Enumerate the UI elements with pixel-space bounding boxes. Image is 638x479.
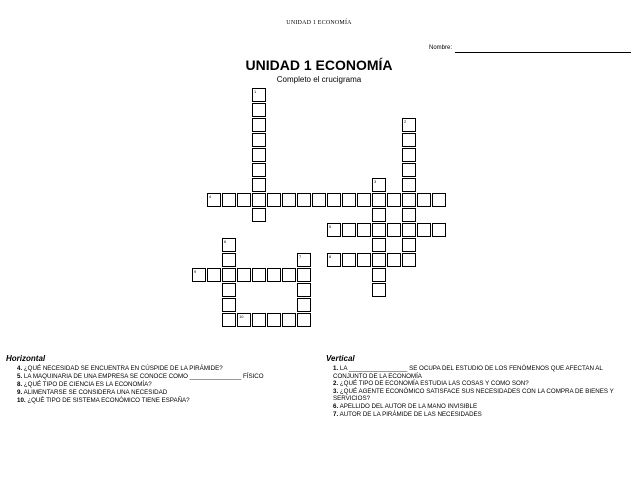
horizontal-heading: Horizontal [6,354,46,363]
crossword-cell[interactable] [342,193,356,207]
crossword-cell[interactable] [357,253,371,267]
clue-h9: 9. ALIMENTARSE SE CONSIDERA UNA NECESIDAD [17,389,168,396]
vertical-heading: Vertical [326,354,355,363]
clue-number: 5 [329,224,332,229]
crossword-cell[interactable] [402,208,416,222]
crossword-cell[interactable] [222,283,236,297]
crossword-cell[interactable] [357,193,371,207]
clue-number: 7 [299,254,302,259]
crossword-cell[interactable] [327,253,341,267]
crossword-cell[interactable] [402,133,416,147]
crossword-cell[interactable] [222,253,236,267]
clue-number: 2 [404,119,407,124]
crossword-cell[interactable] [252,88,266,102]
name-label: Nombre: [429,45,453,51]
crossword-cell[interactable] [207,193,221,207]
crossword-cell[interactable] [312,193,326,207]
clue-number: 10 [239,314,244,319]
crossword-cell[interactable] [252,133,266,147]
clue-v7: 7. AUTOR DE LA PIRÁMIDE DE LAS NECESIDADES [333,410,482,418]
crossword-cell[interactable] [267,268,281,282]
clue-v3: 3. ¿QUÉ AGENTE ECONÓMICO SATISFACE SUS NECESIDADES CON LA COMPRA DE BIENES Y SERVICIOS? [333,387,614,403]
crossword-cell[interactable] [402,193,416,207]
crossword-cell[interactable] [282,313,296,327]
crossword-cell[interactable] [222,193,236,207]
crossword-cell[interactable] [252,313,266,327]
clue-number: 8 [329,254,332,259]
crossword-cell[interactable] [432,193,446,207]
crossword-cell[interactable] [372,193,386,207]
crossword-cell[interactable] [402,238,416,252]
crossword-cell[interactable] [267,193,281,207]
clue-number: 1 [254,89,257,94]
crossword-cell[interactable] [372,208,386,222]
crossword-cell[interactable] [297,298,311,312]
crossword-cell[interactable] [327,223,341,237]
crossword-cell[interactable] [252,118,266,132]
crossword-cell[interactable] [252,163,266,177]
crossword-cell[interactable] [252,268,266,282]
crossword-cell[interactable] [387,193,401,207]
crossword-cell[interactable] [342,253,356,267]
clue-h8: 8. ¿QUÉ TIPO DE CIENCIA ES LA ECONOMÍA? [17,381,152,388]
crossword-cell[interactable] [372,223,386,237]
vertical-clues [333,365,633,418]
page-title: UNIDAD 1 ECONOMÍA [245,57,393,73]
page-subtitle: Completo el crucigrama [276,75,362,84]
crossword-cell[interactable] [192,268,206,282]
crossword-cell[interactable] [207,268,221,282]
crossword-cell[interactable] [372,283,386,297]
name-field[interactable] [455,52,631,53]
crossword-cell[interactable] [402,148,416,162]
crossword-cell[interactable] [297,253,311,267]
crossword-cell[interactable] [387,223,401,237]
clue-v1: 1. LA _________________ SE OCUPA DEL ESTUDIO DE LOS FENÓMENOS QUE AFECTAN AL CONJUNTO DE LA ECONOMÍA [333,365,603,380]
crossword-cell[interactable] [327,193,341,207]
crossword-cell[interactable] [357,223,371,237]
crossword-cell[interactable] [372,268,386,282]
crossword-cell[interactable] [267,313,281,327]
clue-number: 6 [224,239,227,244]
crossword-cell[interactable] [237,313,251,327]
crossword-cell[interactable] [417,193,431,207]
crossword-cell[interactable] [402,223,416,237]
crossword-cell[interactable] [297,313,311,327]
crossword-cell[interactable] [402,178,416,192]
clue-number: 3 [374,179,377,184]
crossword-cell[interactable] [282,268,296,282]
crossword-cell[interactable] [222,268,236,282]
crossword-cell[interactable] [252,178,266,192]
crossword-cell[interactable] [402,118,416,132]
crossword-cell[interactable] [402,163,416,177]
crossword-cell[interactable] [252,193,266,207]
clue-h5: 5. LA MAQUINARIA DE UNA EMPRESA SE CONOCE COMO _______________ FÍSICO [17,373,264,380]
crossword-cell[interactable] [282,193,296,207]
crossword-cell[interactable] [222,238,236,252]
crossword-cell[interactable] [252,148,266,162]
clue-v2: 2. ¿QUÉ TIPO DE ECONOMÍA ESTUDIA LAS COSAS Y COMO SON? [333,380,529,388]
running-header: UNIDAD 1 ECONOMÍA [286,20,352,26]
crossword-cell[interactable] [387,253,401,267]
crossword-cell[interactable] [297,283,311,297]
crossword-cell[interactable] [237,193,251,207]
crossword-cell[interactable] [372,253,386,267]
clue-h10: 10. ¿QUÉ TIPO DE SISTEMA ECONÓMICO TIENE ESPAÑA? [17,397,190,404]
crossword-cell[interactable] [417,223,431,237]
clue-number: 9 [194,269,197,274]
crossword-cell[interactable] [222,298,236,312]
clue-h4: 4. ¿QUÉ NECESIDAD SE ENCUENTRA EN CÚSPIDE DE LA PIRÁMIDE? [17,365,223,372]
clue-number: 4 [209,194,212,199]
crossword-cell[interactable] [237,268,251,282]
crossword-cell[interactable] [402,253,416,267]
crossword-cell[interactable] [297,268,311,282]
crossword-cell[interactable] [252,208,266,222]
crossword-cell[interactable] [297,193,311,207]
crossword-cell[interactable] [252,103,266,117]
crossword-cell[interactable] [222,313,236,327]
crossword-cell[interactable] [342,223,356,237]
crossword-cell[interactable] [432,223,446,237]
crossword-cell[interactable] [372,238,386,252]
crossword-cell[interactable] [372,178,386,192]
clue-v6: 6. APELLIDO DEL AUTOR DE LA MANO INVISIBLE [333,402,478,410]
